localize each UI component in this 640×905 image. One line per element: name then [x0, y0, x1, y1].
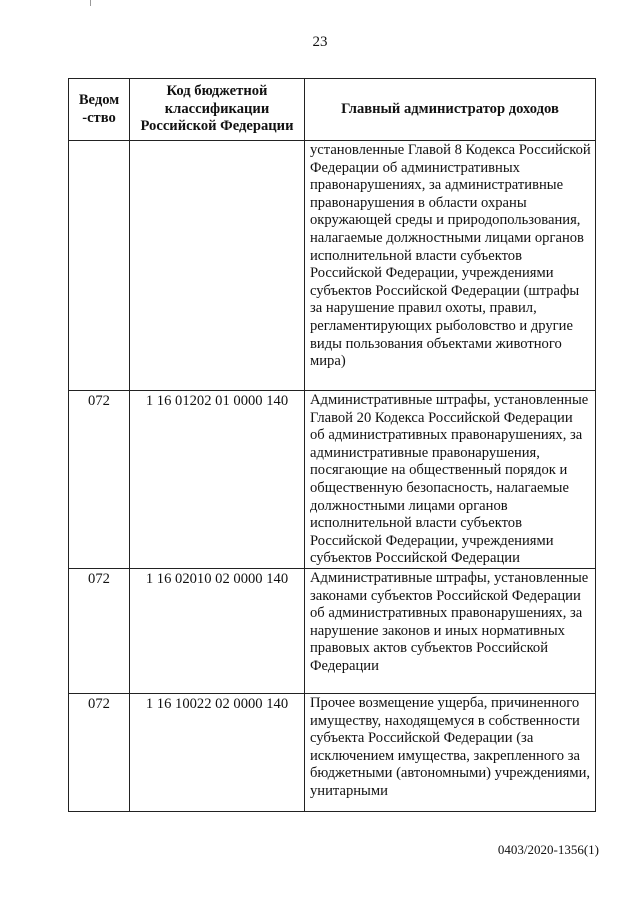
table-row — [69, 141, 596, 391]
header-code: Код бюджетной классификации Российской Федерации — [130, 79, 305, 141]
table-header-row — [69, 79, 596, 141]
table-row — [69, 693, 596, 811]
cell-dept — [69, 141, 130, 391]
cell-code: 1 16 01202 01 0000 140 — [130, 391, 305, 569]
cell-code: 1 16 10022 02 0000 140 — [130, 693, 305, 811]
cell-dept: 072 — [69, 568, 130, 693]
cell-admin: Административные штрафы, установленные законами субъектов Российской Федерации об административных правонарушениях, за нарушение законов и иных нормативных правовых актов субъектов Российской Федерации — [305, 568, 596, 693]
scan-corner-mark — [90, 0, 95, 6]
cell-code: 1 16 02010 02 0000 140 — [130, 568, 305, 693]
table-row — [69, 391, 596, 569]
document-registration-code: 0403/2020-1356(1) — [497, 842, 599, 857]
cell-dept: 072 — [69, 391, 130, 569]
page-number: 23 — [312, 34, 328, 50]
cell-admin: Прочее возмещение ущерба, причиненного имуществу, находящемуся в собственности субъекта Российской Федерации (за исключением имущества, закрепленного за бюджетными (автономными) учреждениями, унитарными — [305, 693, 596, 811]
header-dept — [69, 79, 130, 141]
header-dept-label: Ведом-ство — [78, 91, 120, 126]
cell-admin: установленные Главой 8 Кодекса Российской Федерации об административных правонарушениях, за административные правонарушения в области охраны окружающей среды и природопользования, налагаемые должностными лицами органов исполнительной власти субъектов Российской Федерации, учреждениями субъектов Российской Федерации (штрафы за нарушение правил охоты, правил, регламентирующих рыболовство и другие виды пользования объектами животного мира) — [305, 141, 596, 391]
cell-admin: Административные штрафы, установленные Главой 20 Кодекса Российской Федерации об административных правонарушениях, за административные правонарушения, посягающие на общественный порядок и общественную безопасность, налагаемые должностными лицами органов исполнительной власти субъектов Российской Федерации, учреждениями субъектов Российской Федерации — [305, 391, 596, 569]
revenue-admin-table — [68, 78, 596, 812]
cell-code — [130, 141, 305, 391]
cell-dept: 072 — [69, 693, 130, 811]
table-row — [69, 568, 596, 693]
header-admin: Главный администратор доходов — [305, 79, 596, 141]
